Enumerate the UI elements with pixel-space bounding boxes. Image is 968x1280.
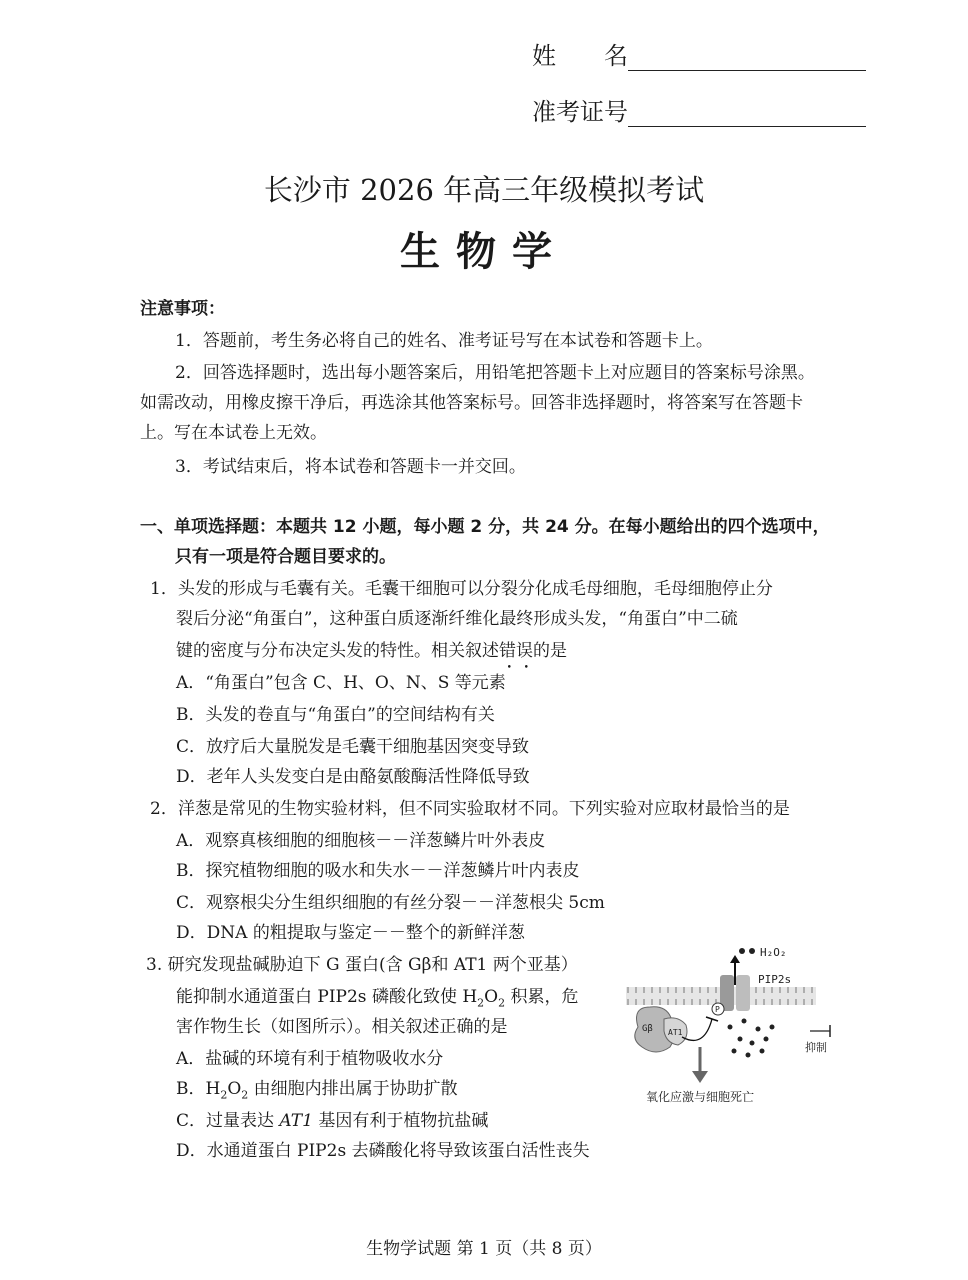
q1-option-c: C．放疗后大量脱发是毛囊干细胞基因突变导致 — [176, 737, 530, 757]
q2-option-b: B．探究植物细胞的吸水和失水－－洋葱鳞片叶内表皮 — [176, 861, 580, 881]
q3-sub-b: 2 — [498, 996, 506, 1010]
q3-option-b — [176, 1074, 458, 1101]
name-label: 姓 名 — [532, 42, 628, 70]
name-field — [532, 36, 866, 71]
q3-option-b-text-a: B．H — [176, 1079, 221, 1099]
q1-stem-end: 的是 — [533, 641, 567, 661]
q3-option-d: D．水通道蛋白 PIP2s 去磷酸化将导致该蛋白活性丧失 — [176, 1141, 590, 1161]
q3-stem-text-b: O — [484, 987, 499, 1007]
notice-heading: 注意事项： — [140, 299, 225, 319]
q1-option-d: D．老年人头发变白是由酪氨酸酶活性降低导致 — [176, 767, 530, 787]
q3-option-c-gene: AT1 — [279, 1111, 313, 1131]
q1-stem-text: 键的密度与分布决定头发的特性。相关叙述 — [176, 641, 499, 661]
h2o2-dot — [739, 948, 745, 954]
q1-emphasis-char-1: 错 — [499, 641, 516, 661]
q3-stem-line-1: 3. 研究发现盐碱胁迫下 G 蛋白(含 Gβ和 AT1 两个亚基） — [146, 955, 578, 975]
h2o2-label: H₂O₂ — [760, 946, 787, 959]
q2-option-c: C．观察根尖分生组织细胞的有丝分裂－－洋葱根尖 5cm — [176, 893, 605, 913]
q3-stem-line-2 — [176, 982, 579, 1009]
q3-option-c-text-b: 基因有利于植物抗盐碱 — [312, 1111, 489, 1131]
at1-label: AT1 — [668, 1028, 683, 1037]
q1-emphasis-char-2: 误 — [516, 641, 533, 661]
q2-option-d: D．DNA 的粗提取与鉴定－－整个的新鲜洋葱 — [176, 923, 525, 943]
exam-id-label: 准考证号 — [532, 98, 628, 126]
notice-line-5: 3．考试结束后，将本试卷和答题卡一并交回。 — [175, 457, 526, 477]
exam-id-input-line[interactable] — [628, 98, 866, 127]
name-input-line[interactable] — [628, 42, 866, 71]
q3-stem-text-a: 能抑制水通道蛋白 PIP2s 磷酸化致使 H — [176, 987, 478, 1007]
exam-title: 长沙市 2026 年高三年级模拟考试 — [263, 173, 705, 207]
pip2s-label: PIP2s — [758, 973, 792, 986]
q3-option-c — [176, 1106, 488, 1131]
q3-sub-a: 2 — [477, 996, 485, 1010]
h2o2-accumulation-dots — [728, 1019, 775, 1058]
q1-stem-line-1: 1．头发的形成与毛囊有关。毛囊干细胞可以分裂分化成毛母细胞，毛母细胞停止分 — [150, 579, 773, 599]
q1-option-a: A．“角蛋白”包含 C、H、O、N、S 等元素 — [176, 673, 506, 693]
notice-line-3: 如需改动，用橡皮擦干净后，再选涂其他答案标号。回答非选择题时，将答案写在答题卡 — [140, 393, 803, 413]
q3-option-a: A．盐碱的环境有利于植物吸收水分 — [176, 1049, 444, 1069]
h2o2-dot — [749, 948, 755, 954]
phosphate-label: P — [715, 1005, 720, 1014]
exam-id-field — [532, 92, 866, 127]
q3-option-c-text-a: C．过量表达 — [176, 1111, 280, 1131]
section-heading-line-2: 只有一项是符合题目要求的。 — [175, 547, 396, 567]
q2-option-a: A．观察真核细胞的细胞核－－洋葱鳞片叶外表皮 — [176, 831, 546, 851]
q3-option-b-text-c: 由细胞内排出属于协助扩散 — [248, 1079, 458, 1099]
q2-stem: 2．洋葱是常见的生物实验材料，但不同实验取材不同。下列实验对应取材最恰当的是 — [150, 799, 790, 819]
notice-line-4: 上。写在本试卷上无效。 — [140, 423, 327, 443]
q3-option-b-sub-a: 2 — [220, 1088, 228, 1102]
notice-line-1: 1．答题前，考生务必将自己的姓名、准考证号写在本试卷和答题卡上。 — [175, 331, 713, 351]
q3-option-b-text-b: O — [227, 1079, 242, 1099]
figure-caption: 氧化应激与细胞死亡 — [646, 1090, 755, 1104]
inhibit-legend-label: 抑制 — [805, 1041, 827, 1054]
q3-stem-text-c: 积累，危 — [505, 987, 579, 1007]
notice-line-2: 2．回答选择题时，选出每小题答案后，用铅笔把答题卡上对应题目的答案标号涂黑。 — [175, 363, 815, 383]
q3-option-b-sub-b: 2 — [241, 1088, 249, 1102]
page-footer: 生物学试题 第 1 页（共 8 页） — [366, 1239, 602, 1259]
subject-title: 生物学 — [400, 229, 568, 275]
q3-figure-diagram — [620, 935, 850, 1115]
gbeta-label: Gβ — [642, 1024, 653, 1034]
q3-stem-line-3: 害作物生长（如图所示）。相关叙述正确的是 — [176, 1017, 508, 1037]
q1-stem-line-3 — [176, 636, 567, 661]
section-heading-line-1: 一、单项选择题：本题共 12 小题，每小题 2 分，共 24 分。在每小题给出的四个选项中， — [140, 517, 830, 537]
down-arrow-head — [692, 1071, 708, 1083]
q1-option-b: B．头发的卷直与“角蛋白”的空间结构有关 — [176, 705, 495, 725]
q1-stem-line-2: 裂后分泌“角蛋白”，这种蛋白质逐渐纤维化最终形成头发，“角蛋白”中二硫 — [176, 609, 738, 629]
